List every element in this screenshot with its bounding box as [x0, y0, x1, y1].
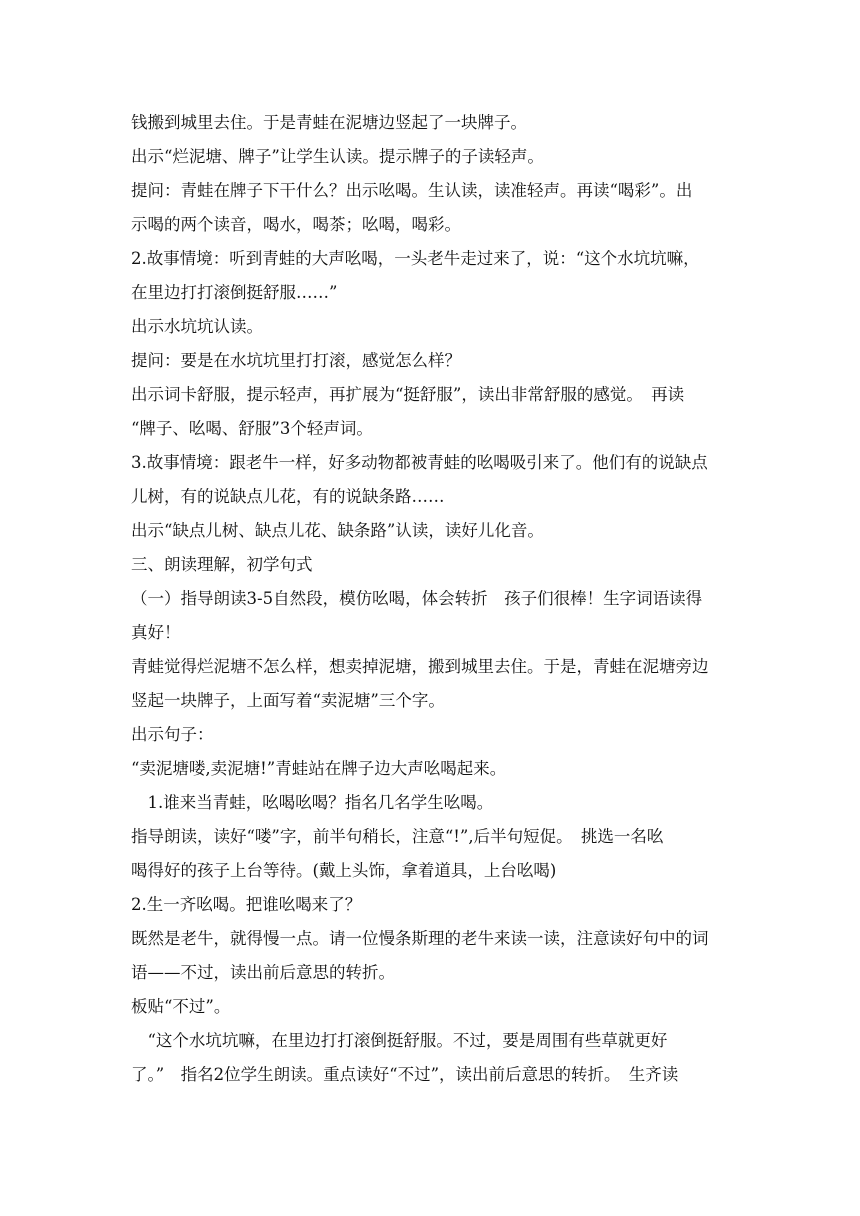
text-line: 提问：要是在水坑坑里打打滚，感觉怎么样？	[131, 351, 461, 370]
text-line: 既然是老牛，就得慢一点。请一位慢条斯理的老牛来读一读，注意读好句中的词	[131, 929, 709, 948]
text-line: 1.谁来当青蛙，吆喝吆喝？指名几名学生吆喝。	[131, 793, 494, 812]
text-line: 示喝的两个读音，喝水，喝茶；吆喝，喝彩。	[131, 215, 461, 234]
text-line: “卖泥塘喽,卖泥塘!”青蛙站在牌子边大声吆喝起来。	[131, 759, 507, 778]
document-body	[131, 106, 731, 1092]
text-line: 出示“烂泥塘、牌子”让学生认读。提示牌子的子读轻声。	[131, 147, 544, 166]
text-line: 3.故事情境：跟老牛一样，好多动物都被青蛙的吆喝吸引来了。他们有的说缺点	[131, 453, 708, 472]
text-line: 出示“缺点儿树、缺点儿花、缺条路”认读，读好儿化音。	[131, 521, 544, 540]
text-line: 了。” 指名2位学生朗读。重点读好“不过”，读出前后意思的转折。 生齐读	[131, 1065, 679, 1084]
text-line: 竖起一块牌子，上面写着“卖泥塘”三个字。	[131, 691, 445, 710]
text-line: 儿树，有的说缺点儿花，有的说缺条路……	[131, 487, 445, 506]
text-line: 语——不过，读出前后意思的转折。	[131, 963, 395, 982]
text-line: （一）指导朗读3-5自然段，模仿吆喝，体会转折 孩子们很棒！生字词语读得	[131, 589, 703, 608]
text-line: “这个水坑坑嘛，在里边打打滚倒挺舒服。不过，要是周围有些草就更好	[131, 1031, 668, 1050]
text-line: 提问：青蛙在牌子下干什么？出示吆喝。生认读，读准轻声。再读“喝彩”。出	[131, 181, 693, 200]
text-line: 出示水坑坑认读。	[131, 317, 263, 336]
text-line: 2.故事情境：听到青蛙的大声吆喝，一头老牛走过来了，说：“这个水坑坑嘛，	[131, 249, 700, 268]
text-line: 出示词卡舒服，提示轻声，再扩展为“挺舒服”，读出非常舒服的感觉。 再读	[131, 385, 685, 404]
text-line: 指导朗读，读好“喽”字，前半句稍长，注意“!”,后半句短促。 挑选一名吆	[131, 827, 664, 846]
text-line: 喝得好的孩子上台等待。(戴上头饰，拿着道具，上台吆喝)	[131, 861, 557, 880]
text-line: 板贴“不过”。	[131, 997, 231, 1016]
text-line: “牌子、吆喝、舒服”3个轻声词。	[131, 419, 373, 438]
text-line: 钱搬到城里去住。于是青蛙在泥塘边竖起了一块牌子。	[131, 113, 527, 132]
text-line: 2.生一齐吆喝。把谁吆喝来了？	[131, 895, 362, 914]
section-heading: 三、朗读理解，初学句式	[131, 555, 313, 574]
text-line: 出示句子：	[131, 725, 214, 744]
text-line: 真好！	[131, 623, 181, 642]
text-line: 在里边打打滚倒挺舒服……”	[131, 283, 338, 302]
text-line: 青蛙觉得烂泥塘不怎么样，想卖掉泥塘，搬到城里去住。于是，青蛙在泥塘旁边	[131, 657, 709, 676]
